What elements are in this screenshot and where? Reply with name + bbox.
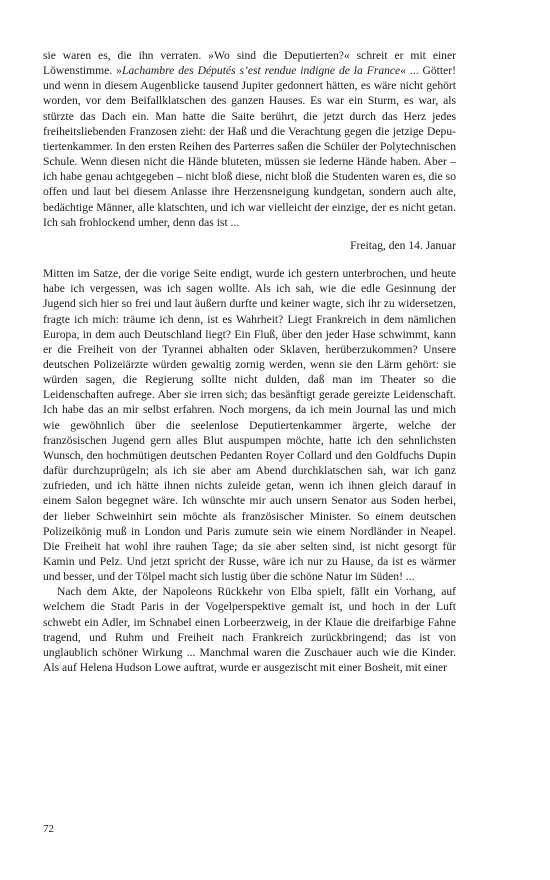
text-segment: Mitten im Satze, der die vorige Seite endigt, wurde ich gestern unterbrochen, und heute habe ich vergessen, was ich sagen wollte. Als ich sah, wie die edle Gesinnung der Jugend sich hier so frei und laut äußern durfte und keiner wagte, sich ihr zu widersetzen, fragte ich mich: träume ich denn, ist es Wahrheit? Liegt Frankreich in dem nämlichen Europa, in dem auch Deutschland liegt? Ein Fluß, über den jeder Hase schwimmt, kann er die Freiheit von der Tyrannei abhalten oder Sklaven, herüberzukommen? Unsere deutschen Polizeiärzte würden gewaltig zornig werden, wenn sie den Lärm gehört: sie würden sagen, die Regierung sollte nicht dulden, daß man im Theater so die Leidenschaften aufrege. Aber sie irren sich; das besänftigt gerade gereizte Leidenschaft. Ich habe das an mir selbst erfahren. Noch morgens, da ich mein Journal las und mich wie gewöhnlich über die seelenlose Deputiertenkammer ärgerte, welche der französischen Jugend gern alles Blut auspumpen möchte, hatte ich den sehnlichsten Wunsch, den hochmütigen deutschen Pedanten Royer Collard und den Goldfuchs Dupin dafür durchzuprügeln; als ich sie aber am Abend durchklatschen sah, war ich ganz zufrieden, und ich hätte ihnen nichts zuleide getan, wenn ich ihnen gleich darauf in einem Salon begegnet wäre. Ich wünschte mir auch unsern Senator aus Soden herbei, der lieber Schweinhirt sein möchte als französischer Minister. So einem deutschen Polizeikönig muß in London und Paris zumute sein wie einem Nordländer in Neapel. Die Freiheit hat wohl ihre rauhen Tage; da sie aber selten sind, ist nicht gesorgt für Kamin und Pelz. Und jetzt spricht der Russe, wäre ich nur zu Hause, da ist es wärmer und besser, und der Tölpel macht sich lustig über die schöne Natur im Süden! ... xyxy=(43,267,456,584)
dateline: Freitag, den 14. Januar xyxy=(350,238,456,252)
text-segment: Nach dem Akte, der Napoleons Rückkehr von Elba spielt, fällt ein Vorhang, auf welchem die Stadt Paris in der Vogelperspektive gemalt ist, und hoch in der Luft schwebt ein Adler, im Schnabel einen Lorbeerzweig, in der Klaue die dreifarbige Fahne tragend, und Ruhm und Freiheit nach Frankreich zurückbringend; das ist von unglaublich schöner Wirkung ... Manchmal waren die Zuschauer auch wie die Kinder. Als auf Helena Hudson Lowe auftrat, wurde er ausgezischt mit einer Bosheit, mit einer xyxy=(43,585,456,675)
paragraph-1 xyxy=(43,48,456,230)
text-segment: sie waren es, die ihn verraten. »Wo sind die Deputierten?« schreit er mit einer Löwenstimme. » xyxy=(43,49,456,78)
book-page xyxy=(43,48,456,675)
text-segment: « ... Götter! und wenn in diesem Augenblicke tausend Jupiter gedonnert hätten, es wäre nicht gehört worden, vor dem Beifallklatschen des ganzen Hauses. Es war ein Sturm, es war, als stürzte das Dach ein. Man hatte die Saite berührt, die jetzt durch das Herz jedes freiheitsliebenden Franzosen zieht: der Haß und die Verachtung gegen die jetzige Deputiertenkammer. In den ersten Reihen des Parterres saßen die Schüler der Polytechnischen Schule. Wenn diesen nicht die Hände bluteten, müssen sie lederne Hände haben. Aber – ich habe genau achtgegeben – nicht bloß diese, nicht bloß die Studenten waren es, die so offen und laut bei diesem Anlasse ihre Herzensneigung kundgetan, sondern auch alte, bedächtige Männer, alle klatschten, und ich war vielleicht der einzige, der es nicht getan. Ich sah frohlockend umher, denn das ist ... xyxy=(43,64,456,229)
french-quote: Lachambre des Députés s’est rendue indigne de la France xyxy=(121,64,401,78)
paragraph-2 xyxy=(43,266,456,584)
paragraph-3 xyxy=(43,584,456,675)
page-number: 72 xyxy=(43,823,54,835)
